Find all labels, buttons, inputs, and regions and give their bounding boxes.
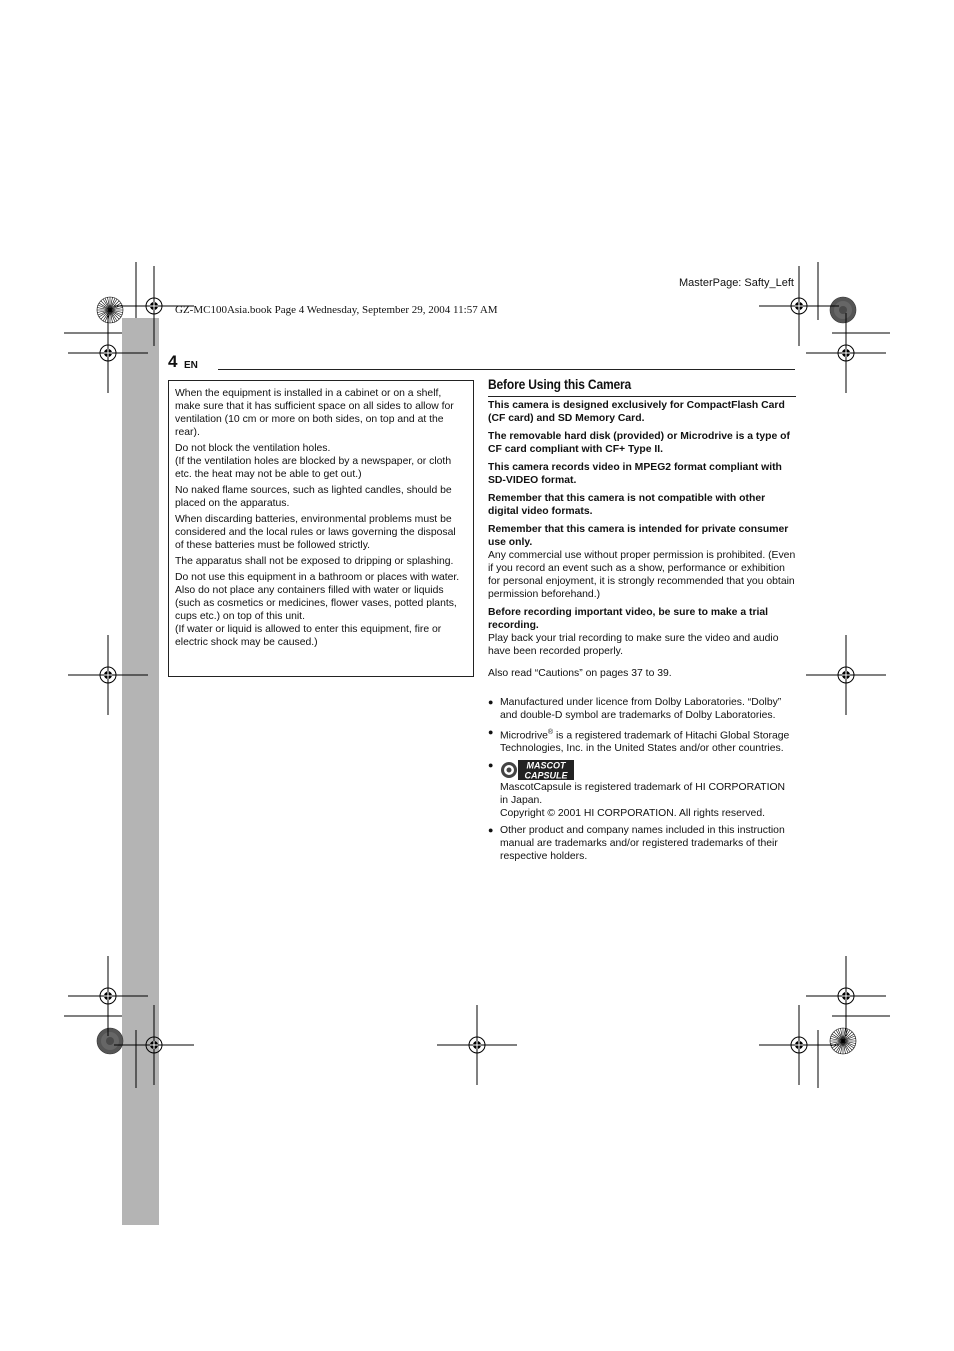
warning-text: When discarding batteries, environmental problems must be considered and the local rules or laws governing the disposal of these batteries must be followed strictly. bbox=[175, 514, 456, 551]
masterpage-label: MasterPage: Safty_Left bbox=[679, 277, 794, 289]
warning-text: No naked flame sources, such as lighted candles, should be placed on the apparatus. bbox=[175, 485, 452, 509]
warning-text: Do not block the ventilation holes. bbox=[175, 443, 331, 454]
notice-paragraph: This camera is designed exclusively for CompactFlash Card (CF card) and SD Memory Card. bbox=[488, 400, 785, 424]
page-language: EN bbox=[184, 360, 198, 371]
mascot-copyright: Copyright © 2001 HI CORPORATION. All rights reserved. bbox=[500, 808, 766, 820]
book-info-line: GZ-MC100Asia.book Page 4 Wednesday, September 29, 2004 11:57 AM bbox=[175, 304, 498, 316]
dolby-trademark: Manufactured under licence from Dolby Laboratories. “Dolby” and double-D symbol are trademarks of Dolby Laboratories. bbox=[500, 697, 782, 721]
notice-paragraph-heading: Remember that this camera is intended for private consumer use only. bbox=[488, 524, 789, 548]
notice-paragraph: Remember that this camera is not compatible with other digital video formats. bbox=[488, 493, 766, 517]
microdrive-name: Microdrive bbox=[500, 730, 548, 742]
bullet-icon: ● bbox=[488, 727, 494, 737]
section-title: Before Using this Camera bbox=[488, 376, 632, 392]
bullet-icon: ● bbox=[488, 760, 494, 771]
bullet-icon: ● bbox=[488, 697, 494, 707]
notice-paragraph: This camera records video in MPEG2 format compliant with SD-VIDEO format. bbox=[488, 462, 782, 486]
microdrive-text: is a registered trademark of Hitachi Global Storage Technologies, Inc. in the United States and/or other countries. bbox=[500, 730, 790, 755]
other-trademarks: Other product and company names included in this instruction manual are trademarks and/or registered trademarks of their respective holders. bbox=[500, 825, 785, 863]
svg-text:MASCOT: MASCOT bbox=[526, 760, 566, 771]
notice-paragraph-heading: Before recording important video, be sure to make a trial recording. bbox=[488, 607, 769, 631]
svg-text:CAPSULE: CAPSULE bbox=[524, 770, 568, 781]
bullet-icon: ● bbox=[488, 825, 494, 836]
page-number: 4 bbox=[168, 352, 178, 371]
warning-text: When the equipment is installed in a cabinet or on a shelf, make sure that it has sufficient space on all sides to allow for ventilation (10 cm or more on both sides, on top and at the rear). bbox=[175, 388, 454, 438]
warning-text: The apparatus shall not be exposed to dripping or splashing. bbox=[175, 556, 454, 567]
warning-text: (If water or liquid is allowed to enter this equipment, fire or electric shock may be caused.) bbox=[175, 624, 442, 648]
notice-paragraph-body: Any commercial use without proper permission is prohibited. (Even if you record an event such as a show, performance or exhibition for personal enjoyment, it is strongly recommended that you obtain permission beforehand.) bbox=[488, 550, 796, 600]
notice-paragraph-body: Play back your trial recording to make sure the video and audio have been recorded properly. bbox=[488, 633, 779, 657]
warning-text: (If the ventilation holes are blocked by a newspaper, or cloth etc. the heat may not be able to get out.) bbox=[175, 456, 452, 480]
mascot-trademark: MascotCapsule is registered trademark of HI CORPORATION in Japan. bbox=[500, 782, 786, 807]
cautions-reference: Also read “Cautions” on pages 37 to 39. bbox=[488, 668, 672, 679]
warning-text: Do not use this equipment in a bathroom or places with water. bbox=[175, 572, 460, 583]
registered-mark: ® bbox=[547, 729, 554, 736]
notice-paragraph: The removable hard disk (provided) or Microdrive is a type of CF card compliant with CF+ Type II. bbox=[488, 431, 790, 455]
warning-text: Also do not place any containers filled with water or liquids (such as cosmetics or medicines, flower vases, potted plants, cups etc.) on top of this unit. bbox=[175, 585, 457, 622]
